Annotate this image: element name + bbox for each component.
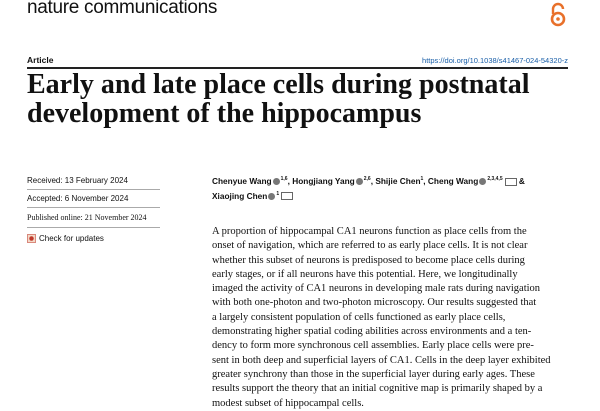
abstract-line: sent in both deep and superficial layers of CA1. Cells in the deep layer exhibited [212, 354, 551, 366]
abstract-line: onset of navigation, which are referred to as early place cells. It is not clear [212, 240, 528, 252]
author-affiliation: 1 [420, 176, 424, 182]
abstract-line: results support the theory that an initial cognitive map is primarily shaped by a [212, 383, 543, 395]
date-divider [27, 227, 160, 228]
open-access-icon [548, 2, 568, 28]
abstract-line: modest subset of hippocampal cells. [212, 397, 364, 409]
email-icon[interactable] [505, 178, 517, 186]
abstract-line: greater synchrony than those in the superficial layer during early ages. These [212, 368, 535, 380]
author-affiliation: 2,6 [363, 176, 371, 182]
article-title [27, 70, 572, 128]
check-updates-icon [27, 234, 36, 243]
published-date: Published online: 21 November 2024 [27, 213, 147, 222]
title-line: Early and late place cells during postnatal [27, 69, 530, 100]
abstract-line: dency to form more synchronous cell assemblies. Early place cells were pre- [212, 340, 534, 352]
author-name[interactable]: Shijie Chen [375, 175, 421, 186]
orcid-icon[interactable] [273, 178, 280, 185]
date-divider [27, 207, 160, 208]
author-separator: & [516, 175, 525, 186]
abstract-line: a largely consistent population of cells functioned as early place cells, [212, 311, 506, 323]
author-name[interactable]: Hongjiang Yang [292, 175, 355, 186]
abstract-line: whether this subset of neurons is predisposed to become place cells during [212, 254, 525, 266]
check-for-updates-button[interactable] [27, 234, 104, 243]
date-divider [27, 189, 160, 190]
abstract-line: demonstrating higher spatial coding abilities across environments and a ten- [212, 326, 532, 338]
article-type: Article [27, 55, 54, 65]
check-updates-label: Check for updates [39, 234, 104, 243]
doi-link[interactable]: https://doi.org/10.1038/s41467-024-54320-z [422, 56, 568, 65]
author-affiliation: 2,3,4,5 [487, 176, 503, 182]
title-line: development of the hippocampus [27, 98, 422, 129]
orcid-icon[interactable] [479, 178, 486, 185]
abstract-line: imaged the activity of CA1 neurons in developing male rats during navigation [212, 283, 541, 295]
author-name[interactable]: Xiaojing Chen [212, 190, 268, 201]
author-affiliation: 1,6 [280, 176, 288, 182]
author-separator: , [423, 175, 428, 186]
received-date: Received: 13 February 2024 [27, 176, 128, 185]
abstract-line: early stages, or if all neurons have this potential. Here, we longitudinally [212, 268, 518, 280]
author-name[interactable]: Cheng Wang [427, 175, 479, 186]
orcid-icon[interactable] [268, 193, 275, 200]
abstract-line: A proportion of hippocampal CA1 neurons function as place cells from the [212, 226, 527, 237]
abstract-line: with both one-photon and two-photon microscopy. Our results suggested that [212, 297, 537, 309]
abstract [212, 225, 572, 411]
accepted-date: Accepted: 6 November 2024 [27, 194, 129, 203]
author-name[interactable]: Chenyue Wang [212, 175, 272, 186]
email-icon[interactable] [281, 192, 293, 200]
author-separator: , [370, 175, 376, 186]
author-separator: , [287, 175, 293, 186]
journal-name: nature communications [27, 0, 218, 18]
orcid-icon[interactable] [356, 178, 363, 185]
author-affiliation: 1 [276, 190, 280, 197]
author-list [212, 173, 572, 203]
